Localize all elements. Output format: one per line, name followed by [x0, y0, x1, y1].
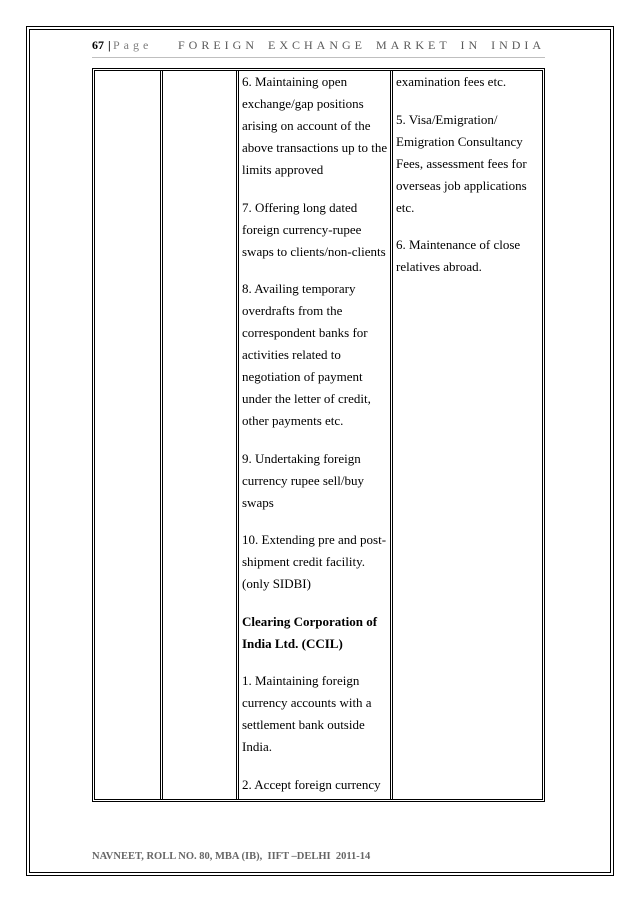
header-separator: | — [108, 38, 111, 52]
text-line: 9. Undertaking foreign — [242, 450, 361, 466]
text-line: 7. Offering long dated — [242, 199, 358, 215]
text-line: shipment credit facility. — [242, 554, 365, 569]
text-line: above transactions up to the — [242, 140, 388, 155]
list-item — [242, 774, 390, 796]
text-line: 6. Maintaining open — [242, 74, 348, 89]
content-table — [92, 68, 545, 802]
list-item — [396, 71, 542, 93]
text-line: Emigration Consultancy — [396, 133, 523, 149]
text-line: exchange/gap positions — [242, 96, 364, 111]
text-line: activities related to — [242, 347, 341, 362]
text-line: India Ltd. (CCIL) — [242, 635, 343, 651]
text-line: 8. Availing temporary — [242, 281, 356, 296]
list-item — [242, 670, 390, 758]
table-cell-purposes — [390, 71, 542, 799]
text-line: 2. Accept foreign currency — [242, 776, 381, 792]
table-cell-empty-1 — [95, 71, 160, 799]
text-line: India. — [242, 739, 272, 754]
text-line: 10. Extending pre and post- — [242, 532, 387, 547]
list-item — [242, 529, 390, 595]
list-item — [242, 71, 390, 181]
text-line: 1. Maintaining foreign — [242, 673, 360, 688]
text-line: Clearing Corporation of — [242, 613, 378, 629]
list-item — [242, 197, 390, 263]
text-line: negotiation of payment — [242, 369, 363, 384]
text-line: Fees, assessment fees for — [396, 155, 527, 171]
text-line: currency accounts with a — [242, 695, 372, 710]
text-line: relatives abroad. — [396, 259, 482, 274]
section-heading — [242, 611, 390, 655]
text-line: other payments etc. — [242, 413, 344, 428]
page-number: 67 — [92, 38, 104, 52]
text-line: limits approved — [242, 162, 324, 177]
text-line: overdrafts from the — [242, 303, 343, 318]
text-line: swaps — [242, 494, 274, 510]
text-line: (only SIDBI) — [242, 576, 311, 591]
text-line: overseas job applications — [396, 177, 527, 193]
list-item — [242, 278, 390, 432]
page-label: Page — [113, 38, 153, 52]
table-cell-activities — [236, 71, 390, 799]
text-line: examination fees etc. — [396, 74, 507, 89]
text-line: arising on account of the — [242, 118, 371, 133]
text-line: correspondent banks for — [242, 325, 368, 340]
text-line: 5. Visa/Emigration/ — [396, 111, 498, 127]
list-item — [396, 234, 542, 278]
text-line: foreign currency-rupee — [242, 221, 362, 237]
list-item — [396, 109, 542, 219]
text-line: settlement bank outside — [242, 717, 365, 732]
text-line: 6. Maintenance of close — [396, 237, 521, 252]
text-line: currency rupee sell/buy — [242, 472, 365, 488]
list-item — [242, 448, 390, 514]
text-line: swaps to clients/non-clients — [242, 243, 386, 259]
text-line: etc. — [396, 199, 415, 215]
table-cell-empty-2 — [160, 71, 236, 799]
header-rule — [92, 57, 545, 58]
text-line: under the letter of credit, — [242, 391, 371, 406]
header-title: FOREIGN EXCHANGE MARKET IN INDIA — [178, 38, 546, 52]
page-footer: NAVNEET, ROLL NO. 80, MBA (IB), IIFT –DELHI 2011-14 — [92, 851, 371, 862]
page-header — [0, 37, 638, 53]
